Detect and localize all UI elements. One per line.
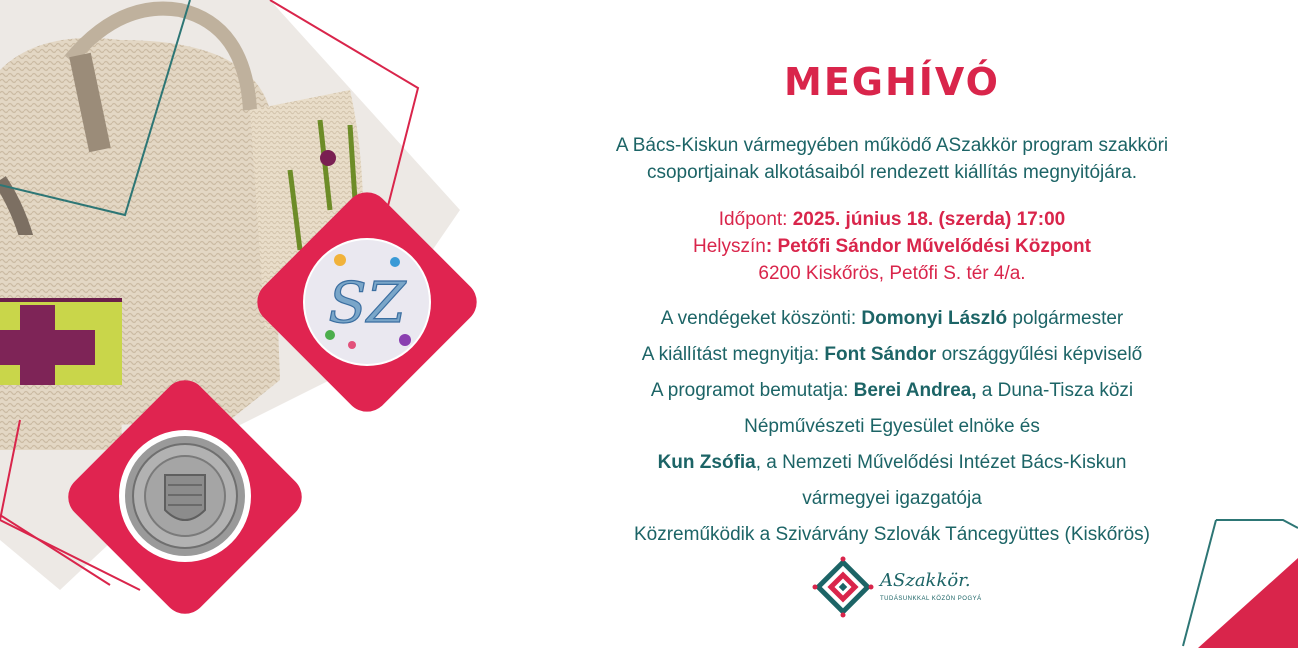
opening-suffix: országgyűlési képviselő — [936, 344, 1143, 365]
place-value: : Petőfi Sándor Művelődési Központ — [765, 236, 1091, 257]
presenter-name: Berei Andrea, — [853, 380, 977, 401]
greeting-line — [560, 305, 1224, 341]
logo-name: ASzakkör. — [880, 570, 971, 591]
performers-line: Közreműködik a Szivárvány Szlovák Táncegyüttes (Kiskőrös) — [633, 524, 1151, 545]
presenter-line-2: Népművészeti Egyesület elnöke és — [744, 416, 1040, 437]
greeting-name: Domonyi László — [861, 308, 1008, 329]
greeting-suffix: polgármester — [1007, 308, 1124, 329]
time-label: Időpont: — [718, 209, 793, 230]
opening-name: Font Sándor — [824, 344, 937, 365]
logo-tagline: TUDÁSUNKKAL KÖZÖN POGYÁ — [880, 596, 982, 602]
second-presenter-suffix: , a Nemzeti Művelődési Intézet Bács-Kiskun — [755, 452, 1127, 473]
address: 6200 Kiskőrös, Petőfi S. tér 4/a. — [758, 263, 1026, 284]
greeting-prefix: A vendégeket köszönti: — [660, 308, 862, 329]
photo-collage — [0, 0, 480, 648]
place-label: Helyszín — [693, 236, 766, 257]
opening-prefix: A kiállítást megnyitja: — [641, 344, 825, 365]
place-row — [560, 233, 1224, 260]
presenter-line — [560, 377, 1224, 413]
invitation-title: MEGHÍVÓ — [784, 60, 1000, 104]
folk-ornament-icon — [812, 556, 874, 618]
opening-line — [560, 341, 1224, 377]
time-row — [560, 206, 1224, 233]
presenter-suffix: a Duna-Tisza közi — [976, 380, 1134, 401]
second-presenter-name: Kun Zsófia — [657, 452, 756, 473]
craft-photo-illustration — [0, 0, 480, 648]
event-details — [560, 206, 1224, 287]
quilled-sz-letters: SZ — [328, 271, 406, 336]
invitation-text-column — [560, 0, 1224, 648]
intro-line-2: csoportjainak alkotásaiból rendezett kiállítás megnyitójára. — [646, 162, 1138, 183]
aszakkor-logo — [812, 556, 982, 616]
intro-paragraph — [560, 132, 1224, 186]
corner-decoration — [1178, 518, 1298, 648]
time-value: 2025. június 18. (szerda) 17:00 — [792, 209, 1066, 230]
presenter-prefix: A programot bemutatja: — [650, 380, 854, 401]
program-list — [560, 305, 1224, 557]
second-presenter-line-2: vármegyei igazgatója — [802, 488, 982, 509]
second-presenter-line — [560, 449, 1224, 485]
intro-line-1: A Bács-Kiskun vármegyében működő ASzakkör program szakköri — [615, 135, 1169, 156]
